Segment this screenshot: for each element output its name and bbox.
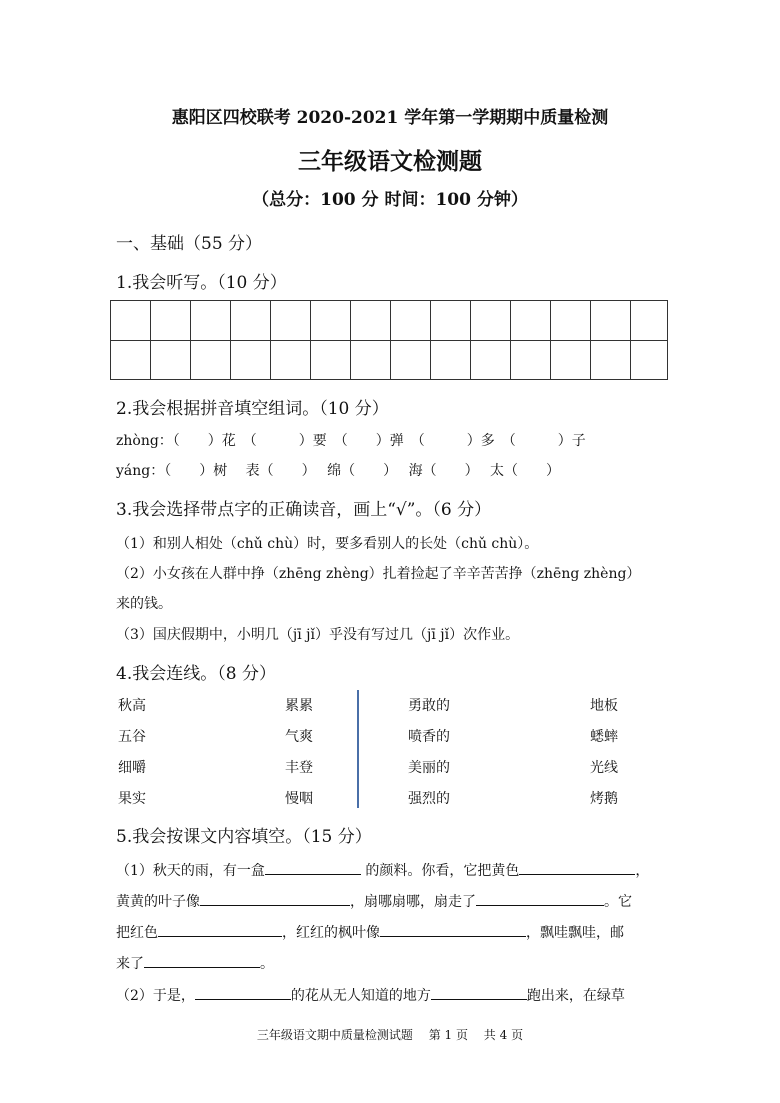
match-noun-item[interactable]: 地板 [590, 698, 618, 714]
q3-heading: 3.我会选择带点字的正确读音，画上“√”。（6 分） [116, 500, 492, 520]
score-time: （总分：100 分 时间：100 分钟） [252, 190, 528, 210]
exam-subtitle: 三年级语文检测题 [298, 148, 482, 175]
fill-blank[interactable] [144, 953, 260, 968]
q5-heading: 5.我会按课文内容填空。（15 分） [116, 827, 372, 847]
match-adjective-item[interactable]: 强烈的 [408, 791, 450, 807]
match-noun-item[interactable]: 光线 [590, 760, 618, 776]
fill-blank[interactable] [380, 922, 526, 937]
fill-blank[interactable] [519, 860, 635, 875]
match-adjective-item[interactable]: 美丽的 [408, 760, 450, 776]
match-adjective-item[interactable]: 勇敢的 [408, 698, 450, 714]
match-right-item[interactable]: 慢咽 [285, 791, 313, 807]
q5-line-1: （1）秋天的雨，有一盒 的颜料。你看，它把黄色 ， [116, 860, 649, 880]
pinyin-line-yang[interactable]: yáng：（ ）树 表（ ） 绵（ ） 海（ ） 太（ ） [116, 463, 561, 479]
q3-item-2-cont: 来的钱。 [116, 596, 172, 612]
q5-line-5: （2）于是， 的花从无人知道的地方 跑出来，在绿草 [116, 985, 625, 1005]
q3-item-2[interactable]: （2）小女孩在人群中挣（zhēng zhèng）扎着捡起了辛辛苦苦挣（zhēng zhèng） [116, 566, 641, 582]
match-right-item[interactable]: 气爽 [285, 729, 313, 745]
match-adjective-item[interactable]: 喷香的 [408, 729, 450, 745]
page-footer: 三年级语文期中质量检测试题 第 1 页 共 4 页 [256, 1028, 524, 1042]
match-left-item[interactable]: 细嚼 [118, 760, 146, 776]
q5-line-4: 来了 。 [116, 953, 274, 973]
q1-heading: 1.我会听写。（10 分） [116, 273, 287, 293]
match-divider [357, 690, 359, 808]
dictation-grid[interactable] [110, 300, 668, 380]
match-noun-item[interactable]: 烤鹅 [590, 791, 618, 807]
q2-heading: 2.我会根据拼音填空组词。（10 分） [116, 399, 389, 419]
q5-line-2: 黄黄的叶子像 ，扇哪扇哪，扇走了 。它 [116, 891, 632, 911]
match-right-item[interactable]: 累累 [285, 698, 313, 714]
exam-title: 惠阳区四校联考 2020-2021 学年第一学期期中质量检测 [171, 108, 609, 128]
match-right-item[interactable]: 丰登 [285, 760, 313, 776]
fill-blank[interactable] [195, 985, 291, 1000]
pinyin-line-zhong[interactable]: zhòng：（ ）花 （ ）要 （ ）弹 （ ）多 （ ）子 [116, 433, 586, 449]
match-left-item[interactable]: 秋高 [118, 698, 146, 714]
q5-line-3: 把红色 ，红红的枫叶像 ，飘哇飘哇，邮 [116, 922, 624, 942]
match-left-item[interactable]: 五谷 [118, 729, 146, 745]
fill-blank[interactable] [200, 891, 350, 906]
q4-heading: 4.我会连线。（8 分） [116, 664, 276, 684]
section-heading-basics: 一、基础（55 分） [116, 234, 263, 254]
fill-blank[interactable] [476, 891, 604, 906]
fill-blank[interactable] [265, 860, 361, 875]
fill-blank[interactable] [431, 985, 527, 1000]
q3-item-1[interactable]: （1）和别人相处（chǔ chù）时，要多看别人的长处（chǔ chù）。 [116, 536, 539, 552]
q3-item-3[interactable]: （3）国庆假期中，小明几（jī jǐ）乎没有写过几（jī jǐ）次作业。 [116, 627, 520, 643]
match-left-item[interactable]: 果实 [118, 791, 146, 807]
fill-blank[interactable] [158, 922, 282, 937]
match-noun-item[interactable]: 蟋蟀 [590, 729, 618, 745]
